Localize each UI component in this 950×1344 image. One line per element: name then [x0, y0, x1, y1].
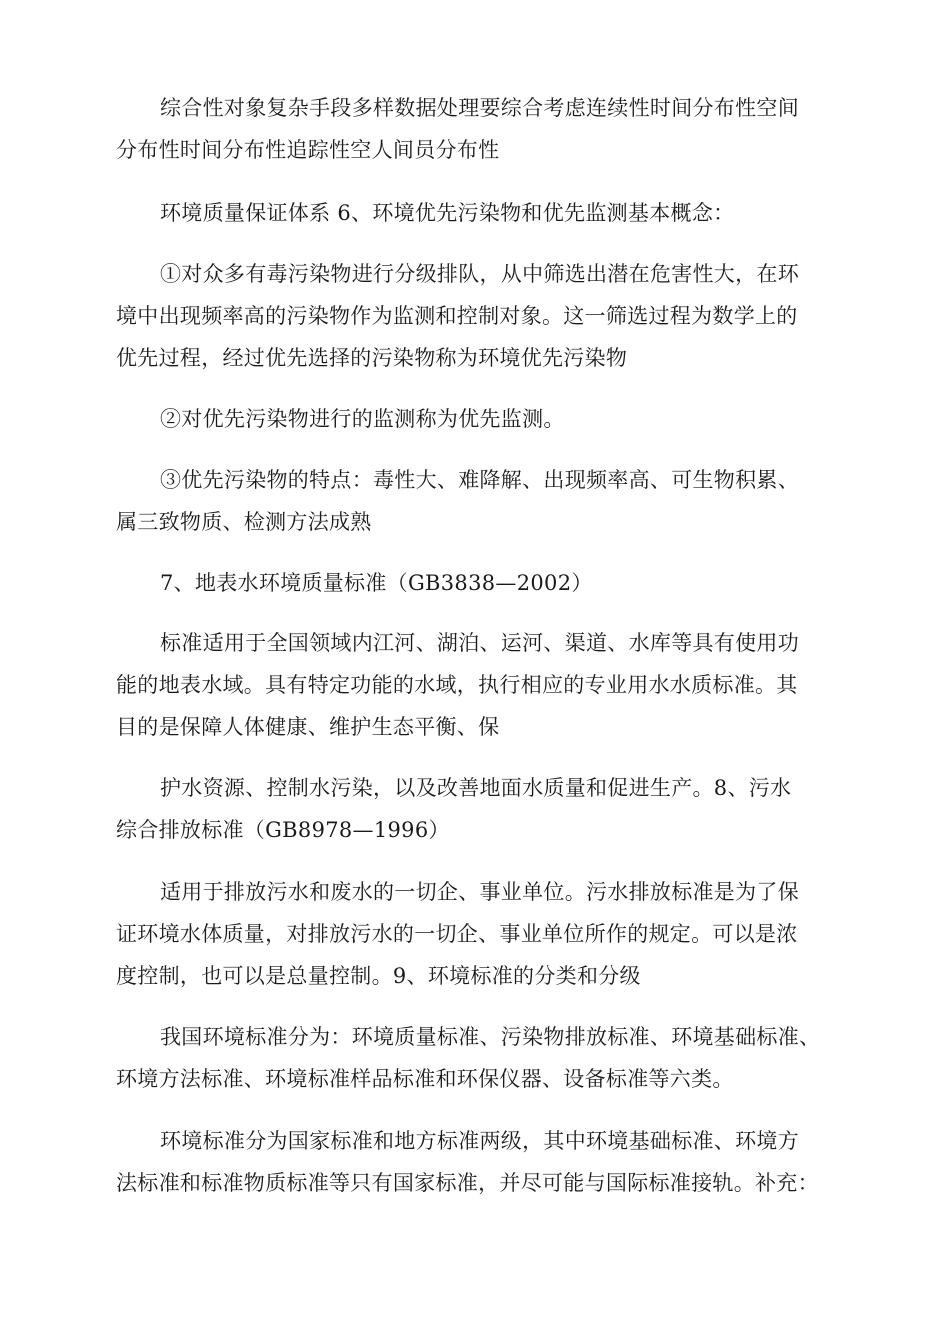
paragraph-line: ③优先污染物的特点：毒性大、难降解、出现频率高、可生物积累、	[160, 468, 799, 492]
paragraph-line: 法标准和标准物质标准等只有国家标准，并尽可能与国际标准接轨。补充：	[116, 1171, 819, 1195]
paragraph-line: 分布性时间分布性追踪性空人间员分布性	[116, 138, 500, 162]
paragraph-line: 环境标准分为国家标准和地方标准两级，其中环境基础标准、环境方	[160, 1129, 799, 1153]
paragraph-9	[116, 871, 856, 997]
paragraph-line: 度控制，也可以是总量控制。9、环境标准的分类和分级	[116, 964, 641, 988]
paragraph-line: 7、地表水环境质量标准（GB3838—2002）	[160, 571, 593, 595]
paragraph-line: 综合性对象复杂手段多样数据处理要综合考虑连续性时间分布性空间	[160, 96, 799, 120]
paragraph-line: 证环境水体质量，对排放污水的一切企、事业单位所作的规定。可以是浓	[116, 922, 798, 946]
paragraph-line: 境中出现频率高的污染物作为监测和控制对象。这一筛选过程为数学上的	[116, 304, 798, 328]
paragraph-line: 能的地表水域。具有特定功能的水域，执行相应的专业用水水质标准。其	[116, 673, 798, 697]
paragraph-line: 标准适用于全国领域内江河、湖泊、运河、渠道、水库等具有使用功	[160, 631, 799, 655]
paragraph-line: 优先过程，经过优先选择的污染物称为环境优先污染物	[116, 346, 628, 370]
paragraph-line: ②对优先污染物进行的监测称为优先监测。	[160, 407, 565, 431]
paragraph-10	[116, 1016, 856, 1100]
paragraph-line: 我国环境标准分为：环境质量标准、污染物排放标准、环境基础标准、	[160, 1025, 821, 1049]
paragraph-7	[116, 622, 856, 748]
paragraph-line: 目的是保障人体健康、维护生态平衡、保	[116, 715, 500, 739]
paragraph-line: 环境质量保证体系 6、环境优先污染物和优先监测基本概念：	[160, 201, 735, 225]
section-heading-7	[116, 562, 856, 604]
paragraph-4	[116, 398, 856, 440]
paragraph-1	[116, 87, 856, 171]
paragraph-line: 综合排放标准（GB8978—1996）	[116, 818, 450, 842]
paragraph-line: 适用于排放污水和废水的一切企、事业单位。污水排放标准是为了保	[160, 880, 799, 904]
paragraph-line: 环境方法标准、环境标准样品标准和环保仪器、设备标准等六类。	[116, 1067, 734, 1091]
paragraph-5	[116, 459, 856, 543]
paragraph-11	[116, 1120, 856, 1204]
paragraph-line: ①对众多有毒污染物进行分级排队，从中筛选出潜在危害性大，在环	[160, 262, 799, 286]
paragraph-line: 属三致物质、检测方法成熟	[116, 510, 372, 534]
paragraph-2	[116, 192, 856, 234]
paragraph-8	[116, 767, 856, 851]
paragraph-3	[116, 253, 856, 379]
paragraph-line: 护水资源、控制水污染，以及改善地面水质量和促进生产。8、污水	[160, 776, 792, 800]
